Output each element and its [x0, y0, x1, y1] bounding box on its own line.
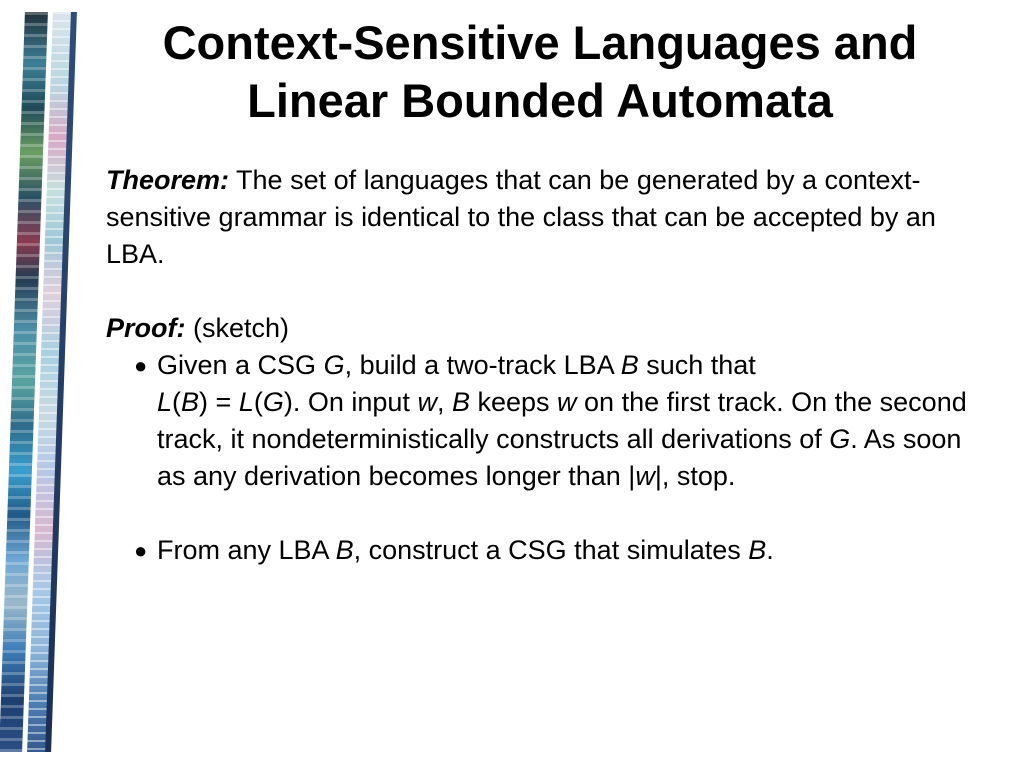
bullet1-text: ) = [199, 387, 239, 417]
bullet-item-1 [106, 347, 976, 495]
bullet1-symbol: B [181, 387, 200, 417]
bullet1-symbol: B [451, 387, 470, 417]
bullet1-symbol: L [157, 387, 173, 417]
bullet2-text: . [766, 535, 774, 565]
bullet1-symbol: w [417, 387, 437, 417]
theorem-label: Theorem: [106, 165, 230, 195]
bullet1-text: keeps [469, 387, 558, 417]
bullet1-text: . As soon as any derivation becomes longer than | [157, 424, 962, 491]
proof-note: (sketch) [185, 313, 290, 343]
bullet1-text: , [436, 387, 452, 417]
slide-title [90, 14, 990, 130]
bullet2-text: From any LBA [157, 535, 336, 565]
bullet1-text: ( [253, 387, 263, 417]
proof-label: Proof: [106, 313, 186, 343]
bullet1-text: Given a CSG [157, 350, 324, 380]
bullet1-symbol: G [323, 350, 345, 380]
bullet1-symbol: L [238, 387, 254, 417]
proof-heading [106, 310, 976, 347]
bullet2-symbol: B [335, 535, 354, 565]
theorem-paragraph [106, 162, 976, 273]
bullet1-text: ). On input [283, 387, 418, 417]
bullet1-symbol: w [635, 461, 655, 491]
slide-title-line-1: Context-Sensitive Languages and [162, 16, 918, 69]
bullet1-symbol: G [262, 387, 284, 417]
bullet1-text: ( [172, 387, 182, 417]
bullet1-text: , build a two-track LBA [344, 350, 621, 380]
spacer [106, 495, 976, 532]
slide-title-line-2: Linear Bounded Automata [247, 74, 833, 127]
bullet1-symbol: G [829, 424, 851, 454]
bullet1-text: |, stop. [654, 461, 736, 491]
bullet2-text: , construct a CSG that simulates [353, 535, 749, 565]
bullet-dot-icon: ● [134, 353, 148, 378]
bullet-item-2 [106, 532, 976, 569]
bullet1-symbol: w [557, 387, 577, 417]
bullet2-symbol: B [748, 535, 767, 565]
bullet1-symbol: B [620, 350, 639, 380]
bullet1-text: such that [638, 350, 756, 380]
spacer [106, 273, 976, 310]
theorem-text: The set of languages that can be generated by a context-sensitive grammar is identical to the class that can be accepted by an LBA. [106, 165, 936, 269]
bullet1-text: on the first track. On the second track, it nondeterministically constructs all derivations of [157, 387, 967, 454]
bullet-dot-icon: ● [134, 538, 148, 563]
slide-body [106, 162, 976, 569]
